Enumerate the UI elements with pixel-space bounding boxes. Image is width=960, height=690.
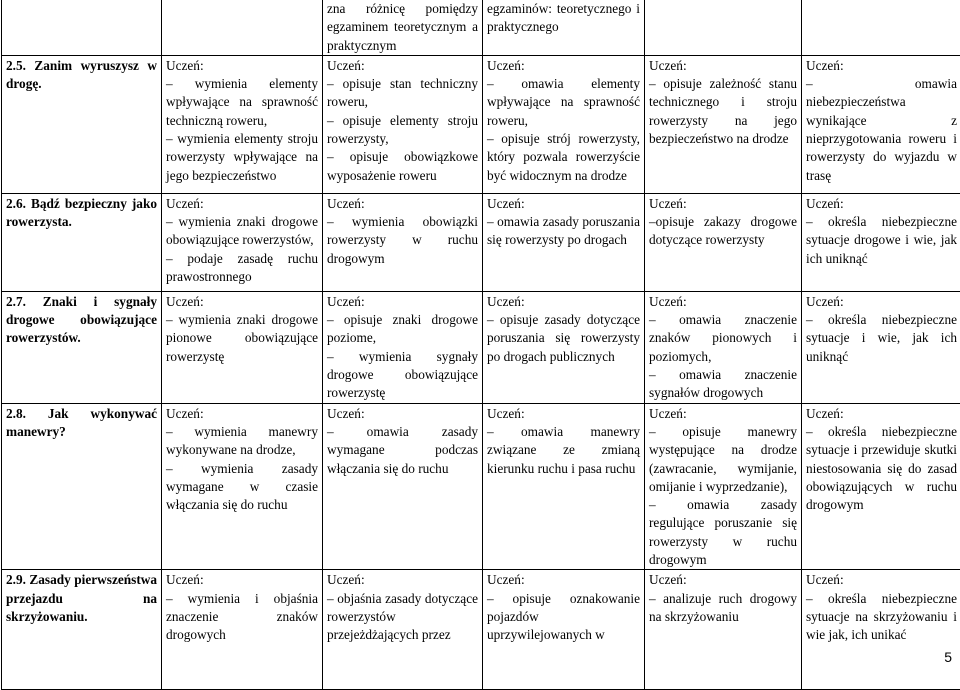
topic-cell: 2.5. Zanim wyruszysz w drogę.	[2, 55, 162, 193]
requirement-item: – omawia zasady wymagane podczas włączania się do ruchu	[327, 423, 478, 478]
requirement-cell	[323, 291, 483, 403]
requirement-item: – wymienia elementy wpływające na sprawność techniczną roweru,	[166, 75, 318, 130]
requirement-cell	[645, 55, 802, 193]
requirement-item: – omawia manewry związane ze zmianą kierunku ruchu i pasa ruchu	[487, 423, 640, 478]
requirement-cell	[162, 291, 323, 403]
requirement-item: – określa niebezpieczne sytuacje drogowe i wie, jak ich uniknąć	[806, 213, 957, 268]
requirement-item: –opisuje zakazy drogowe dotyczące rowerzysty	[649, 213, 797, 250]
student-label: Uczeń:	[327, 293, 478, 311]
requirement-item: – opisuje obowiązkowe wyposażenie roweru	[327, 148, 478, 185]
requirement-item: – objaśnia zasady dotyczące rowerzystów przejeżdżających przez	[327, 590, 478, 645]
student-label: Uczeń:	[649, 195, 797, 213]
student-label: Uczeń:	[806, 293, 957, 311]
requirement-cell	[802, 193, 960, 291]
requirement-cell	[323, 403, 483, 570]
requirement-cell	[162, 0, 323, 55]
requirement-item: – wymienia znaki drogowe pionowe obowiązujące rowerzystę	[166, 311, 318, 366]
requirement-item: – omawia znaczenie znaków pionowych i poziomych,	[649, 311, 797, 366]
requirement-cell	[162, 193, 323, 291]
student-label: Uczeń:	[806, 405, 957, 423]
requirement-item: – omawia zasady poruszania się rowerzysty po drogach	[487, 213, 640, 250]
topic-cell: 2.7. Znaki i sygnały drogowe obowiązujące rowerzystów.	[2, 291, 162, 403]
student-label: Uczeń:	[166, 57, 318, 75]
requirement-cell	[645, 291, 802, 403]
requirement-item: – opisuje stan techniczny roweru,	[327, 75, 478, 112]
requirement-cell	[162, 55, 323, 193]
requirement-cell	[483, 0, 645, 55]
student-label: Uczeń:	[487, 293, 640, 311]
student-label: Uczeń:	[166, 405, 318, 423]
requirement-cell	[645, 570, 802, 690]
student-label: Uczeń:	[806, 571, 957, 589]
table-row	[2, 55, 960, 193]
requirement-item: – określa niebezpieczne sytuacje na skrzyżowaniu i wie jak, ich unikać	[806, 590, 957, 645]
requirement-item: – omawia zasady regulujące poruszanie się rowerzysty w ruchu drogowym	[649, 496, 797, 569]
student-label: Uczeń:	[487, 405, 640, 423]
curriculum-table	[1, 0, 960, 690]
student-label: Uczeń:	[806, 195, 957, 213]
student-label: Uczeń:	[166, 571, 318, 589]
requirement-cell	[483, 570, 645, 690]
student-label: Uczeń:	[327, 195, 478, 213]
requirement-item: egzaminów: teoretycznego i praktycznego	[487, 0, 640, 37]
student-label: Uczeń:	[487, 571, 640, 589]
requirement-item: – wymienia i objaśnia znaczenie znaków drogowych	[166, 590, 318, 645]
table-row	[2, 403, 960, 570]
table-row	[2, 570, 960, 690]
requirement-item: – wymienia obowiązki rowerzysty w ruchu drogowym	[327, 213, 478, 268]
requirement-cell	[802, 403, 960, 570]
table-row	[2, 193, 960, 291]
student-label: Uczeń:	[649, 293, 797, 311]
student-label: Uczeń:	[649, 405, 797, 423]
student-label: Uczeń:	[166, 293, 318, 311]
requirement-item: – określa niebezpieczne sytuacje i przewiduje skutki niestosowania się do zasad obowiązujących w ruchu drogowym	[806, 423, 957, 514]
requirement-item: – opisuje strój rowerzysty, który pozwala rowerzyście być widocznym na drodze	[487, 130, 640, 185]
requirement-item: – opisuje zasady dotyczące poruszania się rowerzysty po drogach publicznych	[487, 311, 640, 366]
student-label: Uczeń:	[487, 57, 640, 75]
requirement-item: – wymienia sygnały drogowe obowiązujące rowerzystę	[327, 348, 478, 403]
requirement-item: – omawia znaczenie sygnałów drogowych	[649, 366, 797, 403]
student-label: Uczeń:	[487, 195, 640, 213]
requirement-cell	[483, 55, 645, 193]
requirement-cell	[323, 570, 483, 690]
requirement-item: – opisuje znaki drogowe poziome,	[327, 311, 478, 348]
table-row	[2, 291, 960, 403]
table-row	[2, 0, 960, 55]
student-label: Uczeń:	[166, 195, 318, 213]
requirement-item: zna różnicę pomiędzy egzaminem teoretycznym a praktycznym	[327, 0, 478, 55]
student-label: Uczeń:	[649, 571, 797, 589]
topic-cell: 2.9. Zasady pierwszeństwa przejazdu na skrzyżowaniu.	[2, 570, 162, 690]
requirement-cell	[483, 291, 645, 403]
requirement-cell	[802, 0, 960, 55]
requirement-cell	[483, 193, 645, 291]
requirement-cell	[802, 291, 960, 403]
topic-cell: 2.6. Bądź bezpieczny jako rowerzysta.	[2, 193, 162, 291]
student-label: Uczeń:	[327, 57, 478, 75]
requirement-item: – opisuje oznakowanie pojazdów uprzywilejowanych w	[487, 590, 640, 645]
requirement-cell	[802, 570, 960, 690]
student-label: Uczeń:	[327, 405, 478, 423]
requirement-item: – omawia elementy wpływające na sprawność roweru,	[487, 75, 640, 130]
requirement-cell	[323, 55, 483, 193]
requirement-item: – omawia niebezpieczeństwa wynikające z nieprzygotowania roweru i rowerzysty do wyjazdu w trasę	[806, 75, 957, 185]
student-label: Uczeń:	[806, 57, 957, 75]
requirement-item: – podaje zasadę ruchu prawostronnego	[166, 250, 318, 287]
requirement-item: – wymienia zasady wymagane w czasie włączania się do ruchu	[166, 460, 318, 515]
requirement-cell	[645, 403, 802, 570]
requirement-item: – wymienia manewry wykonywane na drodze,	[166, 423, 318, 460]
requirement-item: – opisuje elementy stroju rowerzysty,	[327, 112, 478, 149]
page-number: 5	[944, 648, 952, 666]
requirement-cell	[645, 0, 802, 55]
student-label: Uczeń:	[327, 571, 478, 589]
requirement-item: – analizuje ruch drogowy na skrzyżowaniu	[649, 590, 797, 627]
requirement-cell	[483, 403, 645, 570]
requirement-cell	[162, 403, 323, 570]
requirement-item: – określa niebezpieczne sytuacje i wie, jak ich uniknąć	[806, 311, 957, 366]
student-label: Uczeń:	[649, 57, 797, 75]
requirement-item: – opisuje zależność stanu technicznego i stroju rowerzysty na jego bezpieczeństwo na drodze	[649, 75, 797, 148]
requirement-item: – wymienia znaki drogowe obowiązujące rowerzystów,	[166, 213, 318, 250]
topic-cell: 2.8. Jak wykonywać manewry?	[2, 403, 162, 570]
requirement-cell	[323, 193, 483, 291]
topic-cell	[2, 0, 162, 55]
requirement-item: – opisuje manewry występujące na drodze (zawracanie, wymijanie, omijanie i wyprzedzanie),	[649, 423, 797, 496]
requirement-cell	[162, 570, 323, 690]
requirement-item: – wymienia elementy stroju rowerzysty wpływające na jego bezpieczeństwo	[166, 130, 318, 185]
requirement-cell	[802, 55, 960, 193]
requirement-cell	[323, 0, 483, 55]
requirement-cell	[645, 193, 802, 291]
